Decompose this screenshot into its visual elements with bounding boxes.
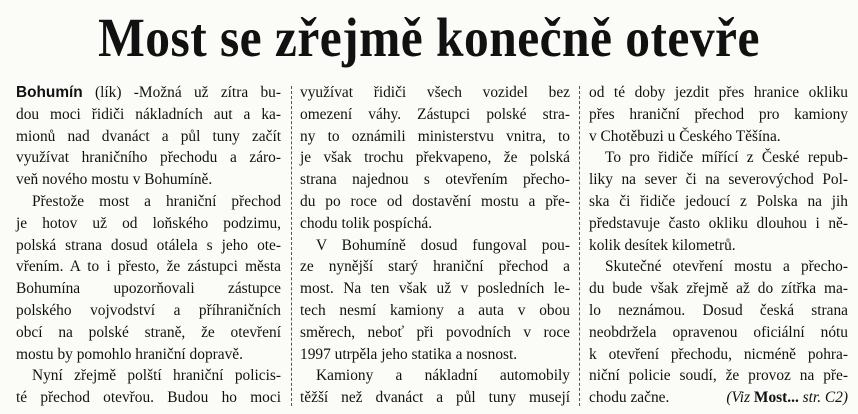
- text-line: [589, 387, 848, 409]
- text-line-content: směrech, neboť při povodních v roce: [300, 323, 570, 341]
- text-line: [300, 322, 570, 344]
- text-line-content: most. Na ten však už v posledních le-: [300, 280, 570, 298]
- text-line-content: veň nového mostu v Bohumíně.: [16, 171, 213, 189]
- article-body: [10, 82, 855, 410]
- text-line: [16, 387, 281, 409]
- text-line-content: dou moci řidiči nákladních aut a ka-: [16, 105, 281, 123]
- text-line-content: polská strana dosud otálela s jeho ote-: [16, 236, 281, 254]
- text-line-content: du po roce od dostavění mostu a pře-: [300, 192, 570, 210]
- text-line-content: 1997 utrpěla jeho statika a nosnost.: [300, 345, 518, 363]
- text-line: [300, 169, 570, 191]
- text-line-content: kolik desítek kilometrů.: [589, 236, 736, 254]
- text-line-content: představuje často okliku dlouhou i ně-: [589, 214, 848, 232]
- reference-target: Most...: [753, 389, 799, 407]
- text-line: [300, 235, 570, 257]
- text-line-content: je však trochu překvapeno, že polská: [300, 149, 570, 167]
- text-line-content: chodu začne.: [589, 389, 670, 407]
- text-line-content: chodu tolik pospíchá.: [300, 214, 433, 232]
- text-line: [589, 126, 848, 148]
- text-line: [300, 104, 570, 126]
- reference-page: str. C2): [798, 389, 848, 407]
- text-line: [589, 191, 848, 213]
- text-line: [589, 235, 848, 257]
- text-line: [589, 104, 848, 126]
- text-line-content: To pro řidiče mířící z České repub-: [605, 149, 848, 167]
- text-line: [16, 344, 281, 366]
- text-line: [16, 82, 281, 104]
- text-line-content: v Chotěbuzi u Českého Těšína.: [589, 127, 781, 145]
- text-line: [589, 300, 848, 322]
- text-line-content: strana najednou s otevřením přecho-: [300, 171, 570, 189]
- text-line: [16, 104, 281, 126]
- text-line: [300, 126, 570, 148]
- text-line: [16, 147, 281, 169]
- continuation-reference[interactable]: [726, 387, 848, 409]
- text-line: [16, 169, 281, 191]
- text-line: [300, 191, 570, 213]
- column-2: [300, 82, 570, 410]
- text-line-content: polského vojvodství a příhraničních: [16, 301, 281, 319]
- text-line: [16, 126, 281, 148]
- text-line: [300, 365, 570, 387]
- text-line: [16, 213, 281, 235]
- text-line: [589, 82, 848, 104]
- text-line: [589, 278, 848, 300]
- text-line: [16, 235, 281, 257]
- text-line-content: obcí na polské straně, že otevření: [16, 323, 281, 341]
- text-line: [300, 256, 570, 278]
- text-line: [16, 256, 281, 278]
- text-line: [300, 213, 570, 235]
- text-line-content: mostu by pomohlo hraniční dopravě.: [16, 345, 243, 363]
- text-line-content: (lík) -Možná už zítra bu-: [82, 84, 281, 101]
- text-line: [300, 300, 570, 322]
- text-line-content: Nyní zřejmě polští hraniční policis-: [32, 367, 281, 385]
- column-3: [589, 82, 848, 410]
- text-line: [589, 344, 848, 366]
- text-line-content: je hotov už od loňského podzimu,: [16, 214, 281, 232]
- text-line: [300, 278, 570, 300]
- text-line-content: niční policie soudí, že provoz na pře-: [589, 367, 848, 385]
- text-line: [16, 191, 281, 213]
- text-line: [300, 344, 570, 366]
- text-line-content: liky na sever či na severovýchod Pol-: [589, 171, 848, 189]
- text-line: [589, 256, 848, 278]
- text-line-content: du bude však zřejmě až do zítřka ma-: [589, 280, 848, 298]
- text-line-content: mionů nad dvanáct a půl tuny začít: [16, 127, 281, 145]
- text-line-content: tech nesmí kamiony a auta v obou: [300, 301, 570, 319]
- text-line-content: té přechod otevřou. Budou ho moci: [16, 389, 281, 407]
- text-line-content: od té doby jezdit přes hranice okliku: [589, 84, 848, 101]
- text-line-content: Kamiony a nákladní automobily: [316, 367, 570, 385]
- text-line: [300, 147, 570, 169]
- text-line-content: ze nynější starý hraniční přechod a: [300, 258, 570, 276]
- text-line-content: Bohumína upozorňovali zástupce: [16, 280, 281, 298]
- reference-open: (Viz: [726, 389, 754, 407]
- text-line: [16, 365, 281, 387]
- text-line-content: přes hraniční přechod pro kamiony: [589, 105, 848, 123]
- column-1: [16, 82, 281, 410]
- text-line: [589, 213, 848, 235]
- text-line: [589, 147, 848, 169]
- text-line-content: ska či řidiče jedoucí z Polska na jih: [589, 192, 848, 210]
- text-line-content: omezení váhy. Zástupci polské stra-: [300, 105, 570, 123]
- text-line-content: Skutečné otevření mostu a přecho-: [605, 258, 848, 276]
- text-line-content: ny to oznámili ministerstvu vnitra, to: [300, 127, 570, 145]
- text-line: [589, 365, 848, 387]
- text-line: [589, 169, 848, 191]
- column-divider: [579, 86, 580, 406]
- text-line: [300, 387, 570, 409]
- text-line-content: využívat řidiči všech vozidel bez: [300, 84, 570, 101]
- text-line-content: lo neznámou. Dosud česká strana: [589, 301, 848, 319]
- text-line-content: k otevření přechodu, nicméně pohra-: [589, 345, 848, 363]
- text-line: [16, 322, 281, 344]
- headline: Most se zřejmě konečně otevře: [98, 7, 760, 68]
- text-line-content: těžší než dvanáct a půl tuny musejí: [300, 389, 570, 407]
- text-line: [300, 82, 570, 104]
- text-line-content: využívat hraničního přechodu a záro-: [16, 149, 281, 167]
- text-line-content: V Bohumíně dosud fungoval pou-: [316, 236, 570, 254]
- text-line-content: neobdržela opravenou oficiální nótu: [589, 323, 848, 341]
- text-line-content: vřením. A to i přesto, že zástupci města: [16, 258, 281, 276]
- text-line: [16, 300, 281, 322]
- text-line: [16, 278, 281, 300]
- dateline: Bohumín: [16, 84, 83, 101]
- text-line: [589, 322, 848, 344]
- column-divider: [291, 86, 292, 406]
- text-line-content: Přestože most a hraniční přechod: [32, 192, 281, 210]
